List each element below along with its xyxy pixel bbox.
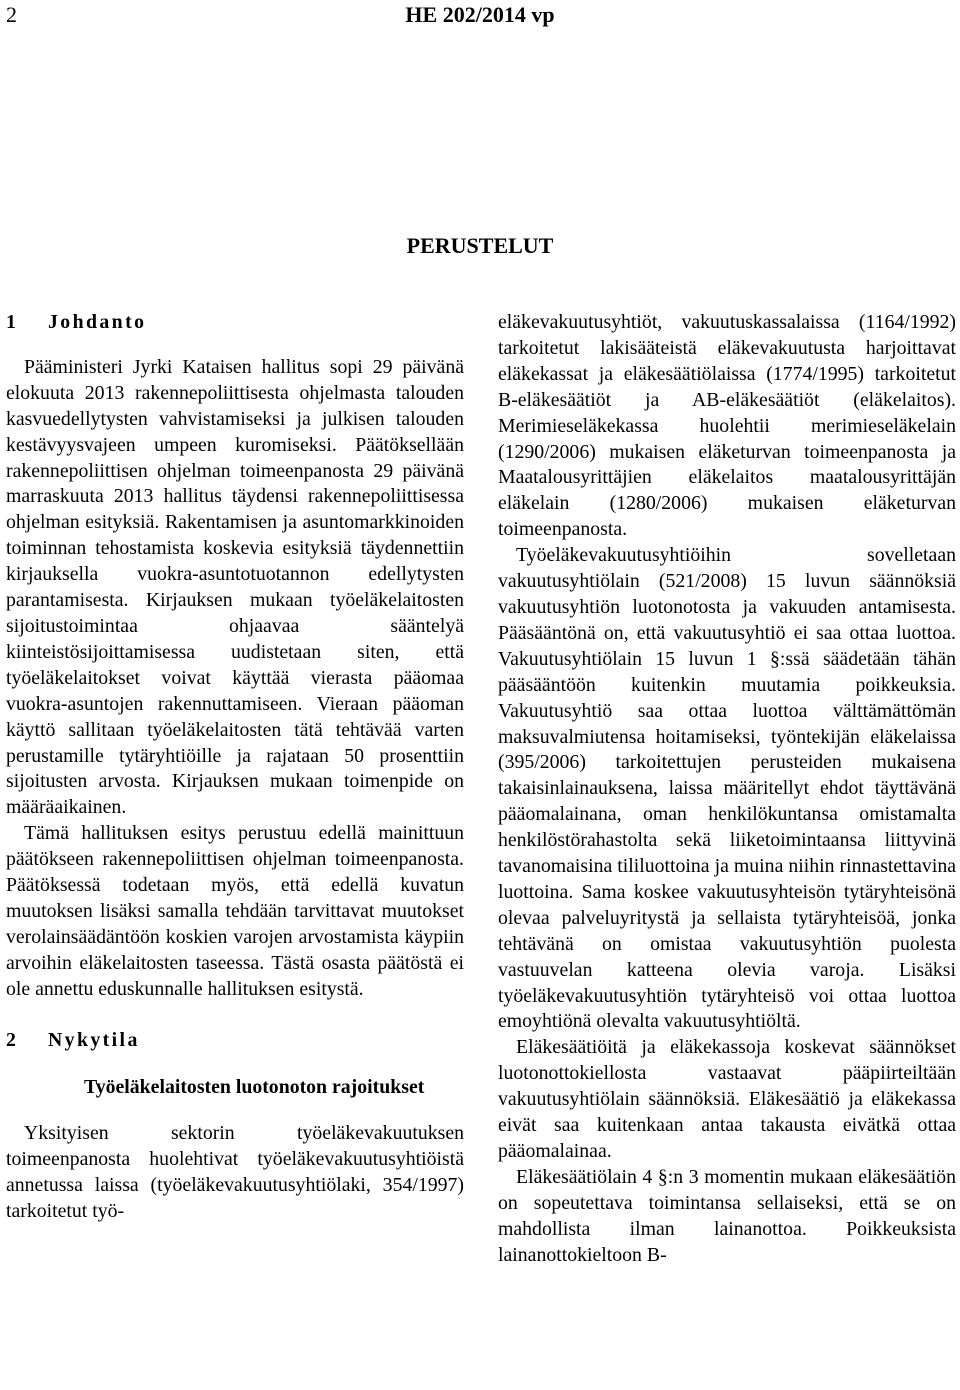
document-id: HE 202/2014 vp: [405, 2, 555, 27]
heading-number: 2: [6, 1028, 16, 1051]
left-column: [6, 310, 464, 1225]
paragraph: Eläkesäätiölain 4 §:n 3 momentin mukaan eläkesäätiön on sopeutettava toimintansa sellaiseksi, että se on mahdollista ilman lainanottoa. Poikkeuksista lainanottokieltoon B-: [498, 1165, 956, 1266]
heading-text: Nykytila: [48, 1028, 140, 1051]
paragraph: Eläkesäätiöitä ja eläkekassoja koskevat säännökset luotonottokiellosta vastaavat pääpiirteiltään vakuutusyhtiölain säännöksiä. Eläkesäätiö ja eläkekassa eivät saa kuitenkaan antaa takausta eivätkä ottaa pääomalainaa.: [498, 1036, 956, 1162]
subheading-luotonotto: [6, 1075, 464, 1101]
paragraph: Työeläkevakuutusyhtiöihin sovelletaan vakuutusyhtiölain (521/2008) 15 luvun säännöksiä vakuutusyhtiön luotonotosta ja vakuuden antamisesta. Pääsääntönä on, että vakuutusyhtiö ei saa ottaa luottoa. Vakuutusyhtiölain 15 luvun 1 §:ssä säädetään tähän pääsääntöön kuitenkin muutamia poikkeuksia. Vakuutusyhtiö saa ottaa luottoa välttämättömän maksuvalmiutensa hoitamiseksi, työntekijän eläkelaissa (395/2006) tarkoitettujen perusteiden mukaisena takaisinlainauksena, laissa määritellyt ehdot täyttävänä pääomalainana, oman henkilökuntansa omistamalta henkilöstörahastolta sekä liiketoimintaansa liittyvinä tavanomaisina tililuottoina ja muina niihin rinnastettavina luottoina. Sama koskee vakuutusyhteisön tytäryhteisönä olevaa palveluyritystä ja sellaista tytäryhteisöä, jonka tehtävänä on omistaa vakuutusyhtiön puolesta vastuuvelan katteena olevia varoja. Lisäksi työeläkevakuutusyhtiön tytäryhteisö voi ottaa luottoa emoyhtiönä olevalta vakuutusyhtiöltä.: [498, 544, 956, 1033]
paragraph: Pääministeri Jyrki Kataisen hallitus sopi 29 päivänä elokuuta 2013 rakennepoliittisesta ohjelmasta talouden kasvuedellytysten vahvistamiseksi ja julkisen talouden kestävyysvajeen umpeen kuromiseksi. Päätöksellään rakennepoliittisen ohjelman toimeenpanosta 29 päivänä marraskuuta 2013 hallitus täydensi rakennepoliittisessa ohjelman esityksiä. Rakentamisen ja asuntomarkkinoiden toiminnan tehostamista koskevia esityksiä täydennettiin kirjauksella vuokra-asuntotuotannon edellytysten parantamisesta. Kirjauksen mukaan työeläkelaitosten sijoitustoimintaa ohjaavaa sääntelyä kiinteistösijoittamisessa uudistetaan siten, että työeläkelaitokset voivat käyttää vierasta pääomaa vuokra-asuntojen rakennuttamiseen. Vieraan pääoman käyttö sallitaan työeläkelaitosten tätä tehtävää varten perustamille tytäryhtiöille ja rajataan 50 prosenttiin sijoitusten arvosta. Kirjauksen mukaan toimenpide on määräaikainen.: [6, 355, 464, 819]
subheading-text: Työeläkelaitosten luotonoton rajoitukset: [84, 1076, 425, 1099]
heading-number: 1: [6, 311, 16, 333]
subheading-number: [6, 1075, 84, 1101]
heading-johdanto: [6, 310, 464, 336]
heading-nykytila: [6, 1028, 464, 1054]
paragraph: Yksityisen sektorin työeläkevakuutuksen toimeenpanosta huolehtivat työeläkevakuutusyhtiöistä annetussa laissa (työeläkevakuutusyhtiölaki, 354/1997) tarkoitetut työ-: [6, 1122, 464, 1223]
paragraph: eläkevakuutusyhtiöt, vakuutuskassalaissa (1164/1992) tarkoitetut lakisääteistä eläkevakuutusta harjoittavat eläkekassat ja eläkesäätiölaissa (1774/1995) tarkoitetut B-eläkesäätiöt ja AB-eläkesäätiöt (eläkelaitos). Merimieseläkekassa huolehtii merimieseläkelain (1290/2006) mukaisen eläketurvan toimeenpanosta ja Maatalousyrittäjien eläkelaitos maatalousyrittäjän eläkelain (1280/2006) mukaisen eläketurvan toimeenpanosta.: [498, 311, 956, 541]
section-title: PERUSTELUT: [406, 233, 554, 258]
page-number: 2: [6, 2, 17, 27]
heading-text: Johdanto: [48, 311, 147, 333]
right-column: [498, 310, 956, 1269]
paragraph: Tämä hallituksen esitys perustuu edellä mainittuun päätökseen rakennepoliittisen ohjelman toimeenpanosta. Päätöksessä todetaan myös, että edellä kuvatun muutoksen lisäksi samalla tehdään tarvittavat muutokset verolainsäädäntöön koskien varojen arvostamista käypiin arvoihin eläkelaitosten taseessa. Tästä osasta päätöstä ei ole annettu eduskunnalle hallituksen esitystä.: [6, 822, 464, 1000]
